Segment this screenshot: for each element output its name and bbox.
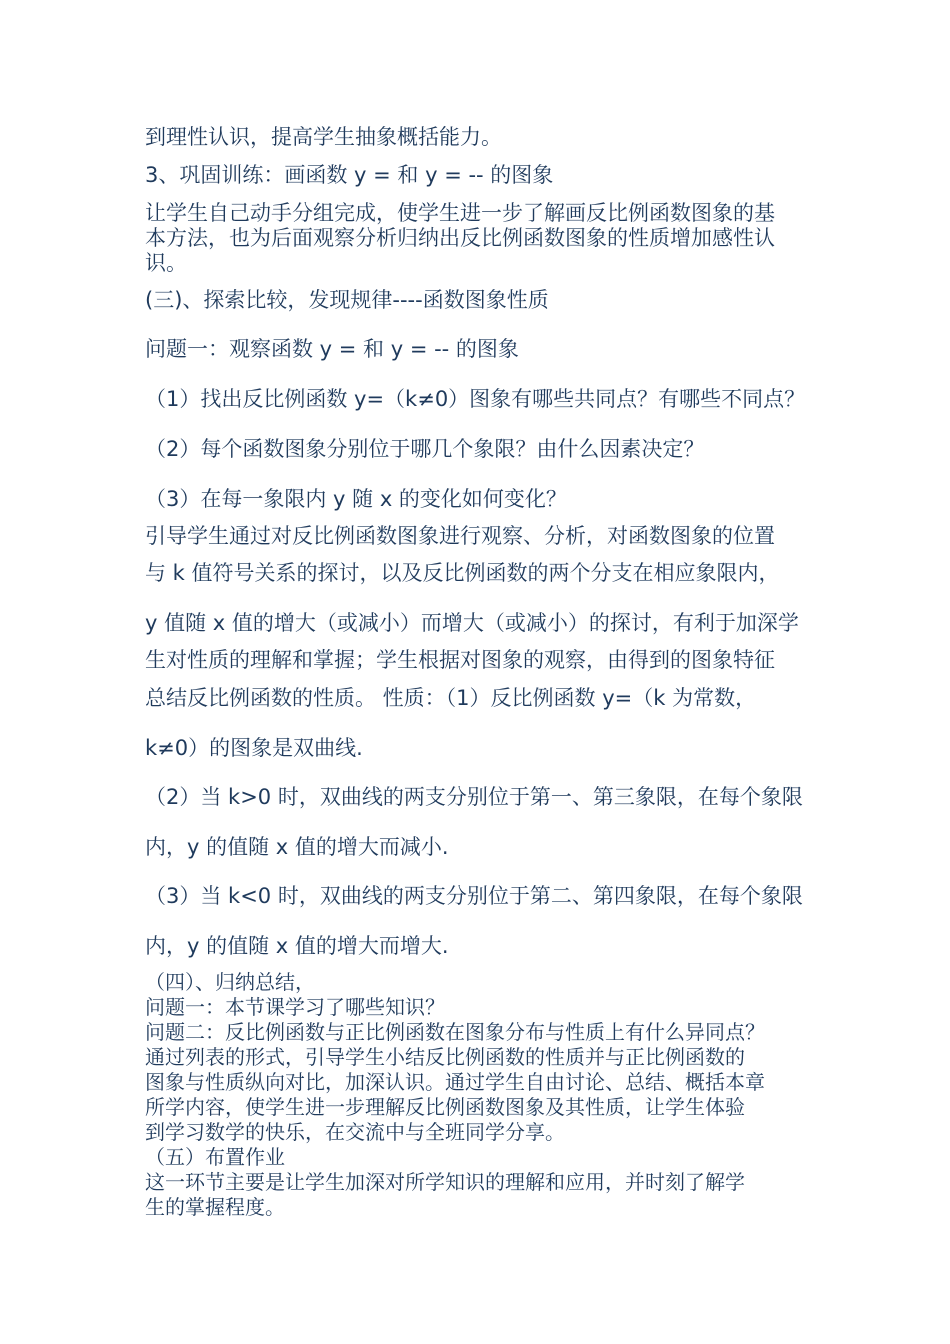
- section-heading: （四）、归纳总结，: [145, 970, 315, 994]
- text-line: 生的掌握程度。: [145, 1195, 285, 1219]
- text-line: 与 k 值符号关系的探讨，以及反比例函数的两个分支在相应象限内，: [145, 561, 780, 585]
- text-line: 引导学生通过对反比例函数图象进行观察、分析，对函数图象的位置: [145, 524, 775, 548]
- text-line: 本方法，也为后面观察分析归纳出反比例函数图象的性质增加感性认: [145, 226, 775, 250]
- property-line: 内，y 的值随 x 值的增大而增大.: [145, 934, 449, 958]
- text-line: 总结反比例函数的性质。 性质：（1）反比例函数 y=（k 为常数，: [145, 686, 757, 710]
- text-line: 生对性质的理解和掌握；学生根据对图象的观察，由得到的图象特征: [145, 648, 775, 672]
- text-line: 所学内容，使学生进一步理解反比例函数图象及其性质，让学生体验: [145, 1095, 745, 1119]
- text-line: 通过列表的形式，引导学生小结反比例函数的性质并与正比例函数的: [145, 1045, 745, 1069]
- text-line: 识。: [145, 251, 187, 275]
- property-line: （2）当 k>0 时，双曲线的两支分别位于第一、第三象限，在每个象限: [145, 785, 803, 809]
- property-line: （3）当 k<0 时，双曲线的两支分别位于第二、第四象限，在每个象限: [145, 884, 803, 908]
- text-line: y 值随 x 值的增大（或减小）而增大（或减小）的探讨，有利于加深学: [145, 611, 799, 635]
- section-heading: (三)、探索比较，发现规律----函数图象性质: [145, 288, 549, 312]
- question-line: （1）找出反比例函数 y=（k≠0）图象有哪些共同点？有哪些不同点？: [145, 387, 806, 411]
- property-line: 内，y 的值随 x 值的增大而减小.: [145, 835, 449, 859]
- text-line: 到学习数学的快乐，在交流中与全班同学分享。: [145, 1120, 565, 1144]
- text-line: k≠0）的图象是双曲线.: [145, 736, 363, 760]
- text-line: 这一环节主要是让学生加深对所学知识的理解和应用，并时刻了解学: [145, 1170, 745, 1194]
- section-heading: （五）布置作业: [145, 1145, 285, 1169]
- question-line: 问题一：观察函数 y = 和 y = -- 的图象: [145, 337, 519, 361]
- text-line: 图象与性质纵向对比，加深认识。通过学生自由讨论、总结、概括本章: [145, 1070, 765, 1094]
- question-line: （3）在每一象限内 y 随 x 的变化如何变化？: [145, 487, 567, 511]
- question-line: 问题二：反比例函数与正比例函数在图象分布与性质上有什么异同点？: [145, 1020, 765, 1044]
- text-line: 到理性认识，提高学生抽象概括能力。: [145, 125, 502, 149]
- question-line: （2）每个函数图象分别位于哪几个象限？由什么因素决定？: [145, 437, 705, 461]
- section-heading: 3、巩固训练：画函数 y = 和 y = -- 的图象: [145, 163, 554, 187]
- question-line: 问题一：本节课学习了哪些知识？: [145, 995, 445, 1019]
- text-line: 让学生自己动手分组完成，使学生进一步了解画反比例函数图象的基: [145, 201, 775, 225]
